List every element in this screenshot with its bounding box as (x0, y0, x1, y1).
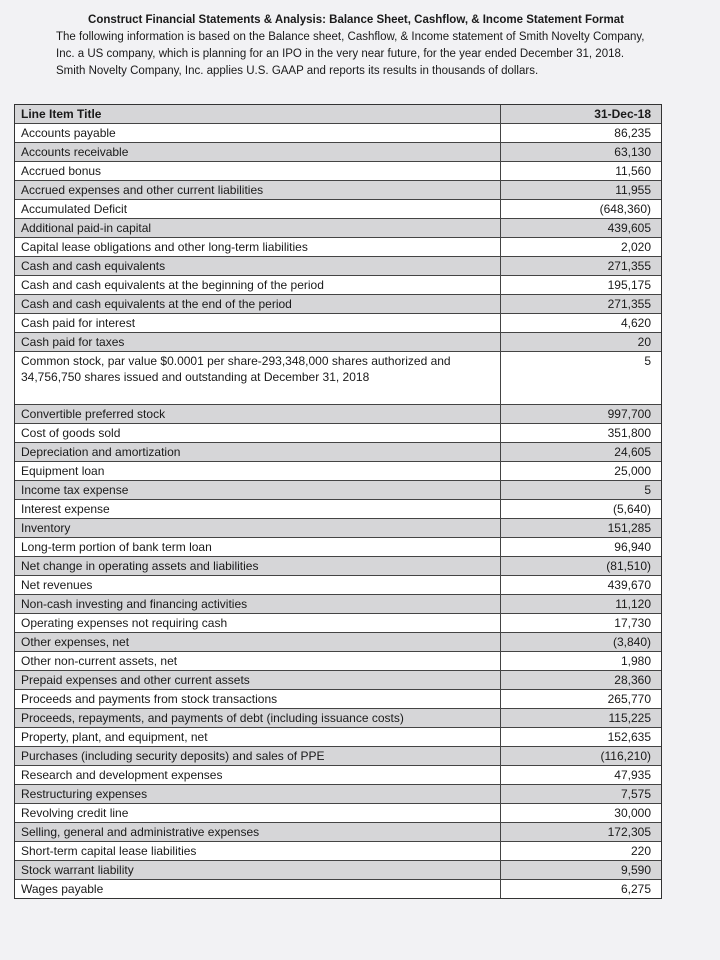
table-row (15, 652, 661, 671)
line-item-value: 24,605 (614, 445, 651, 459)
table-row (15, 709, 661, 728)
line-item-value: (116,210) (600, 749, 651, 763)
line-item-label: Short-term capital lease liabilities (15, 842, 501, 860)
table-row (15, 143, 661, 162)
table-row (15, 314, 661, 333)
table-row (15, 200, 661, 219)
line-item-value: 265,770 (607, 692, 651, 706)
table-row (15, 633, 661, 652)
line-item-label: Other non-current assets, net (15, 652, 501, 670)
line-item-value: 7,575 (620, 787, 651, 801)
line-item-value: 152,635 (607, 730, 651, 744)
table-row (15, 861, 661, 880)
table-row (15, 295, 661, 314)
line-item-label: Net change in operating assets and liabilities (15, 557, 501, 575)
line-item-value: 6,275 (620, 882, 651, 896)
line-item-value: 4,620 (620, 316, 651, 330)
line-item-value: 439,605 (607, 221, 651, 235)
line-item-value: 11,120 (615, 597, 651, 611)
line-item-value: 220 (630, 844, 651, 858)
table-header-row (15, 105, 661, 124)
line-item-table (14, 104, 662, 899)
column-header-date: 31-Dec-18 (594, 107, 651, 121)
document-title: Construct Financial Statements & Analysis: Balance Sheet, Cashflow, & Income Statement Format (88, 14, 624, 26)
table-row (15, 500, 661, 519)
line-item-label: Net revenues (15, 576, 501, 594)
table-row (15, 443, 661, 462)
line-item-value: 5 (644, 483, 651, 497)
line-item-value: 25,000 (614, 464, 651, 478)
line-item-label: Proceeds, repayments, and payments of debt (including issuance costs) (15, 709, 501, 727)
line-item-label: Proceeds and payments from stock transactions (15, 690, 501, 708)
line-item-value: 1,980 (620, 654, 651, 668)
line-item-label: Inventory (15, 519, 501, 537)
line-item-label: Accrued bonus (15, 162, 501, 180)
line-item-value: 9,590 (620, 863, 651, 877)
table-row (15, 276, 661, 295)
line-item-value: 115,225 (608, 711, 651, 725)
line-item-value: 271,355 (607, 297, 651, 311)
line-item-value: (5,640) (612, 502, 651, 516)
table-row (15, 766, 661, 785)
line-item-label: Depreciation and amortization (15, 443, 501, 461)
line-item-label: Restructuring expenses (15, 785, 501, 803)
line-item-label: Purchases (including security deposits) and sales of PPE (15, 747, 501, 765)
intro-paragraph: The following information is based on the Balance sheet, Cashflow, & Income statement of Smith Novelty Company, Inc. a US company, which is planning for an IPO in the very near future, for the year ended December 31, 2018. Smith Novelty Company, Inc. applies U.S. GAAP and reports its results in thousands of dollars. (56, 31, 645, 77)
line-item-value: 28,360 (614, 673, 651, 687)
line-item-value: (648,360) (599, 202, 651, 216)
table-row (15, 747, 661, 766)
line-item-value: 11,560 (615, 164, 651, 178)
line-item-value: 30,000 (614, 806, 651, 820)
line-item-label: Interest expense (15, 500, 501, 518)
line-item-label: Non-cash investing and financing activities (15, 595, 501, 613)
table-row (15, 352, 661, 405)
line-item-label: Stock warrant liability (15, 861, 501, 879)
line-item-value: 96,940 (614, 540, 651, 554)
line-item-label: Cash paid for taxes (15, 333, 501, 351)
line-item-label: Research and development expenses (15, 766, 501, 784)
table-row (15, 595, 661, 614)
line-item-value: 195,175 (607, 278, 651, 292)
table-row (15, 576, 661, 595)
line-item-label: Cash and cash equivalents at the end of the period (15, 295, 501, 313)
table-row (15, 614, 661, 633)
table-row (15, 804, 661, 823)
line-item-label: Accrued expenses and other current liabilities (15, 181, 501, 199)
line-item-value: 2,020 (620, 240, 651, 254)
line-item-label: Prepaid expenses and other current assets (15, 671, 501, 689)
table-row (15, 785, 661, 804)
table-row (15, 238, 661, 257)
table-row (15, 219, 661, 238)
table-row (15, 333, 661, 352)
table-row (15, 538, 661, 557)
line-item-label: Cash and cash equivalents at the beginning of the period (15, 276, 501, 294)
line-item-value: 351,800 (607, 426, 651, 440)
line-item-value: 86,235 (614, 126, 651, 140)
line-item-label: Common stock, par value $0.0001 per share-293,348,000 shares authorized and 34,756,750 shares issued and outstanding at December 31, 2018 (15, 352, 501, 404)
table-row (15, 257, 661, 276)
line-item-label: Additional paid-in capital (15, 219, 501, 237)
table-row (15, 823, 661, 842)
line-item-label: Convertible preferred stock (15, 405, 501, 423)
table-row (15, 671, 661, 690)
line-item-value: 439,670 (607, 578, 651, 592)
line-item-value: 997,700 (607, 407, 651, 421)
table-row (15, 519, 661, 538)
line-item-label: Accounts receivable (15, 143, 501, 161)
line-item-value: (81,510) (606, 559, 651, 573)
line-item-label: Operating expenses not requiring cash (15, 614, 501, 632)
table-row (15, 181, 661, 200)
line-item-label: Property, plant, and equipment, net (15, 728, 501, 746)
line-item-value: 20 (637, 335, 651, 349)
table-row (15, 424, 661, 443)
document-header (56, 14, 656, 80)
line-item-label: Cash and cash equivalents (15, 257, 501, 275)
line-item-label: Cost of goods sold (15, 424, 501, 442)
table-row (15, 162, 661, 181)
table-row (15, 880, 661, 898)
line-item-label: Capital lease obligations and other long-term liabilities (15, 238, 501, 256)
line-item-value: 172,305 (607, 825, 651, 839)
table-row (15, 405, 661, 424)
table-row (15, 557, 661, 576)
line-item-label: Cash paid for interest (15, 314, 501, 332)
line-item-value: 5 (644, 354, 651, 368)
line-item-value: 17,730 (614, 616, 651, 630)
table-row (15, 124, 661, 143)
line-item-label: Income tax expense (15, 481, 501, 499)
column-header-line-item: Line Item Title (15, 105, 501, 123)
line-item-value: 11,955 (615, 183, 651, 197)
table-row (15, 728, 661, 747)
line-item-label: Long-term portion of bank term loan (15, 538, 501, 556)
line-item-value: 151,285 (607, 521, 651, 535)
line-item-label: Other expenses, net (15, 633, 501, 651)
table-row (15, 690, 661, 709)
line-item-label: Accounts payable (15, 124, 501, 142)
line-item-value: (3,840) (612, 635, 651, 649)
table-row (15, 462, 661, 481)
line-item-label: Accumulated Deficit (15, 200, 501, 218)
line-item-value: 63,130 (614, 145, 651, 159)
table-row (15, 481, 661, 500)
line-item-label: Revolving credit line (15, 804, 501, 822)
table-row (15, 842, 661, 861)
line-item-label: Equipment loan (15, 462, 501, 480)
line-item-label: Selling, general and administrative expenses (15, 823, 501, 841)
line-item-value: 271,355 (607, 259, 651, 273)
line-item-value: 47,935 (614, 768, 651, 782)
line-item-label: Wages payable (15, 880, 501, 898)
